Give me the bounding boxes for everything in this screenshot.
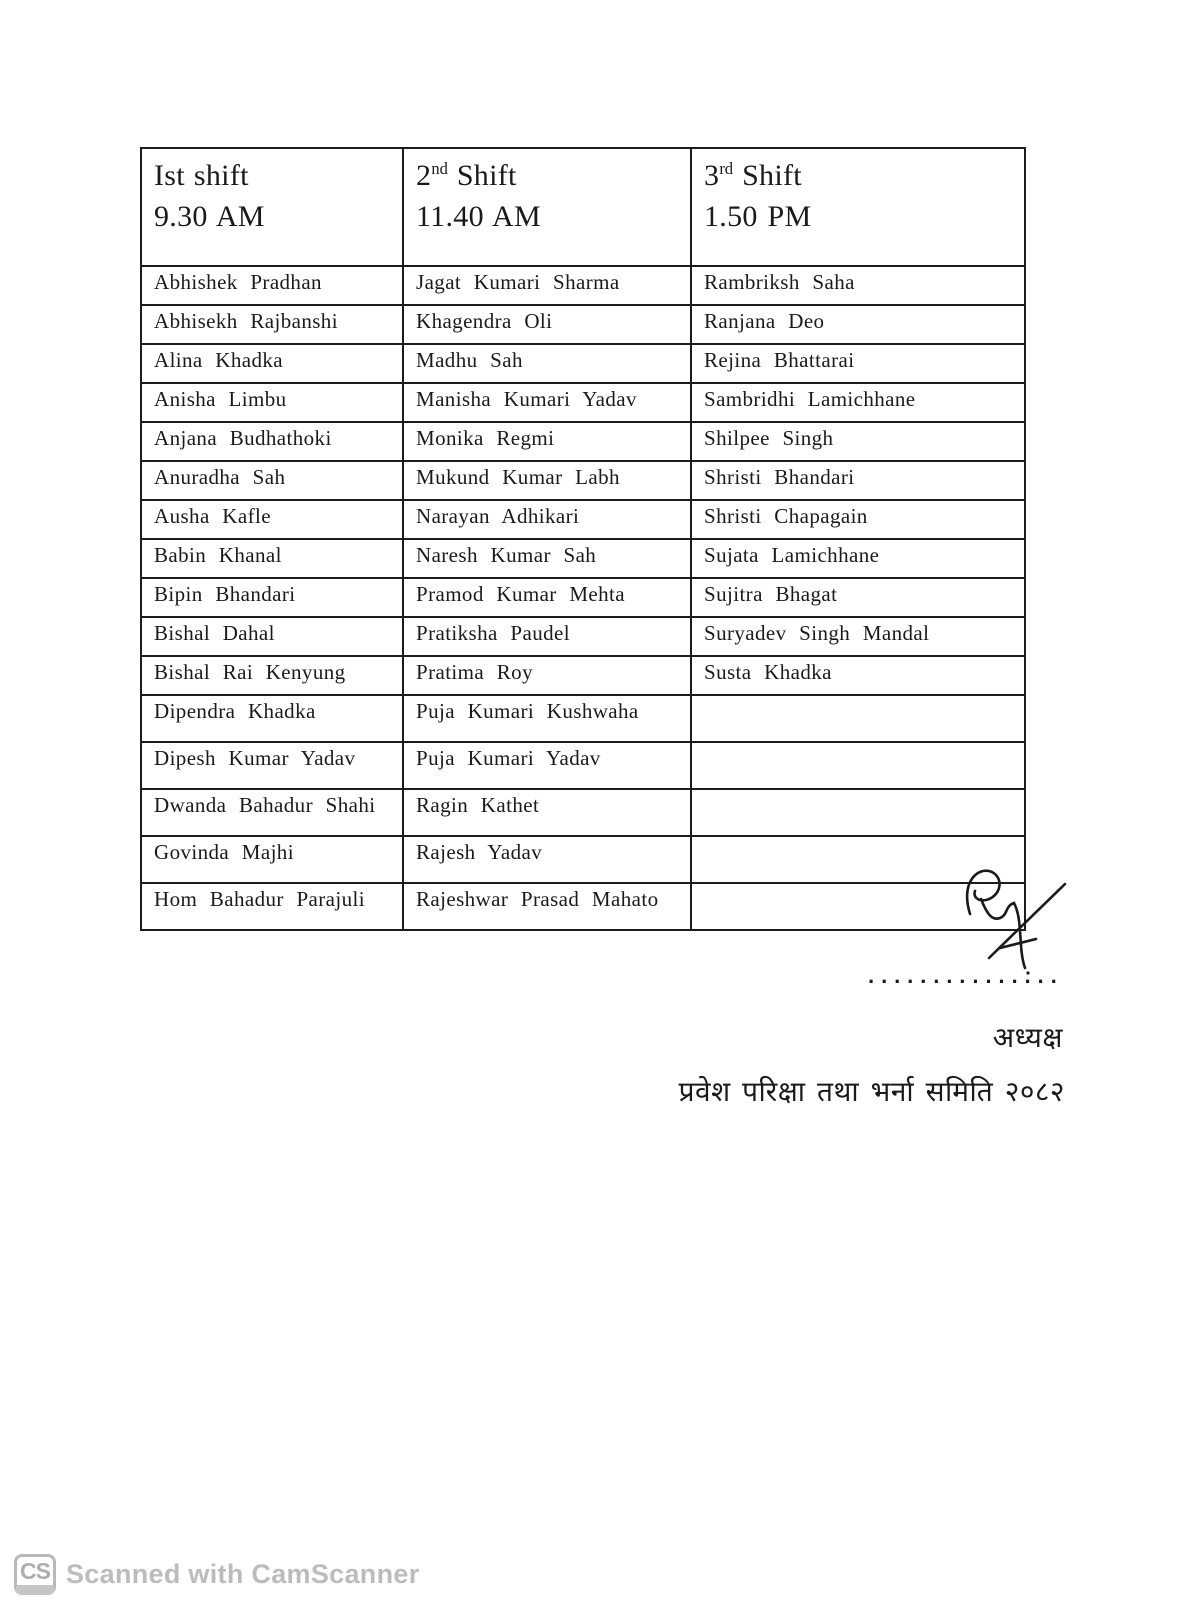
table-header-row	[141, 148, 1025, 266]
candidate-name-cell: Khagendra Oli	[403, 305, 691, 344]
header-cell-shift-2	[403, 148, 691, 266]
candidate-name-cell: Dwanda Bahadur Shahi	[141, 789, 403, 836]
candidate-name-cell: Jagat Kumari Sharma	[403, 266, 691, 305]
table-row	[141, 305, 1025, 344]
candidate-name-cell: Dipendra Khadka	[141, 695, 403, 742]
shift-3-ordinal: 3	[704, 159, 720, 192]
shift-1-time: 9.30 AM	[154, 200, 265, 234]
table-row	[141, 617, 1025, 656]
candidate-name-cell: Hom Bahadur Parajuli	[141, 883, 403, 930]
candidate-name-cell: Pratima Roy	[403, 656, 691, 695]
candidate-name-cell: Shristi Bhandari	[691, 461, 1025, 500]
candidate-name-cell	[691, 742, 1025, 789]
table-row	[141, 578, 1025, 617]
candidate-name-cell: Ausha Kafle	[141, 500, 403, 539]
candidate-name-cell: Puja Kumari Kushwaha	[403, 695, 691, 742]
candidate-name-cell: Alina Khadka	[141, 344, 403, 383]
table-row	[141, 836, 1025, 883]
candidate-name-cell: Rejina Bhattarai	[691, 344, 1025, 383]
shift-2-time: 11.40 AM	[416, 200, 541, 234]
shift-2-ordinal-suffix: nd	[431, 159, 448, 178]
shift-2-ordinal: 2	[416, 159, 432, 192]
shift-1-word: shift	[193, 159, 249, 192]
table-row	[141, 383, 1025, 422]
candidate-name-cell: Dipesh Kumar Yadav	[141, 742, 403, 789]
candidate-name-cell: Anuradha Sah	[141, 461, 403, 500]
candidate-name-cell: Narayan Adhikari	[403, 500, 691, 539]
candidate-name-cell: Shristi Chapagain	[691, 500, 1025, 539]
candidate-name-cell: Monika Regmi	[403, 422, 691, 461]
header-cell-shift-3	[691, 148, 1025, 266]
candidate-name-cell: Manisha Kumari Yadav	[403, 383, 691, 422]
candidate-name-cell: Govinda Majhi	[141, 836, 403, 883]
table-row	[141, 742, 1025, 789]
candidate-name-cell: Susta Khadka	[691, 656, 1025, 695]
candidate-name-cell	[691, 695, 1025, 742]
candidate-name-cell: Suryadev Singh Mandal	[691, 617, 1025, 656]
candidate-name-cell: Bishal Rai Kenyung	[141, 656, 403, 695]
table-row	[141, 500, 1025, 539]
table-row	[141, 461, 1025, 500]
candidate-name-cell: Sambridhi Lamichhane	[691, 383, 1025, 422]
candidate-name-cell: Sujitra Bhagat	[691, 578, 1025, 617]
table-row	[141, 695, 1025, 742]
shift-3-word: Shift	[742, 159, 802, 192]
candidate-name-cell: Rambriksh Saha	[691, 266, 1025, 305]
camscanner-watermark	[14, 1554, 420, 1595]
candidate-name-cell: Ragin Kathet	[403, 789, 691, 836]
shift-roster-table	[140, 147, 1026, 931]
chairman-title: अध्यक्ष	[992, 1023, 1063, 1054]
committee-name: प्रवेश परिक्षा तथा भर्ना समिति २०८२	[678, 1077, 1065, 1108]
table-row	[141, 656, 1025, 695]
candidate-name-cell: Abhishek Pradhan	[141, 266, 403, 305]
table-row	[141, 344, 1025, 383]
candidate-name-cell: Babin Khanal	[141, 539, 403, 578]
shift-1-ordinal: Ist	[154, 159, 185, 192]
camscanner-label: Scanned with CamScanner	[66, 1559, 420, 1589]
camscanner-logo-icon: CS	[14, 1554, 56, 1595]
shift-2-word: Shift	[456, 159, 517, 192]
candidate-name-cell: Naresh Kumar Sah	[403, 539, 691, 578]
candidate-name-cell: Madhu Sah	[403, 344, 691, 383]
shift-3-time: 1.50 PM	[704, 200, 812, 234]
candidate-name-cell: Mukund Kumar Labh	[403, 461, 691, 500]
table-row	[141, 789, 1025, 836]
handwritten-signature	[948, 862, 1078, 980]
table-row	[141, 539, 1025, 578]
candidate-name-cell: Ranjana Deo	[691, 305, 1025, 344]
candidate-name-cell: Rajesh Yadav	[403, 836, 691, 883]
candidate-name-cell: Pratiksha Paudel	[403, 617, 691, 656]
candidate-name-cell: Rajeshwar Prasad Mahato	[403, 883, 691, 930]
candidate-name-cell: Sujata Lamichhane	[691, 539, 1025, 578]
candidate-name-cell: Anisha Limbu	[141, 383, 403, 422]
signature-dotted-line: ...............	[865, 966, 1061, 988]
candidate-name-cell: Bishal Dahal	[141, 617, 403, 656]
candidate-name-cell	[691, 789, 1025, 836]
candidate-name-cell: Abhisekh Rajbanshi	[141, 305, 403, 344]
table-row	[141, 422, 1025, 461]
header-cell-shift-1	[141, 148, 403, 266]
candidate-name-cell: Bipin Bhandari	[141, 578, 403, 617]
shift-3-ordinal-suffix: rd	[719, 159, 734, 178]
table-row	[141, 266, 1025, 305]
table-row	[141, 883, 1025, 930]
candidate-name-cell: Shilpee Singh	[691, 422, 1025, 461]
candidate-name-cell: Pramod Kumar Mehta	[403, 578, 691, 617]
candidate-name-cell: Anjana Budhathoki	[141, 422, 403, 461]
candidate-name-cell: Puja Kumari Yadav	[403, 742, 691, 789]
